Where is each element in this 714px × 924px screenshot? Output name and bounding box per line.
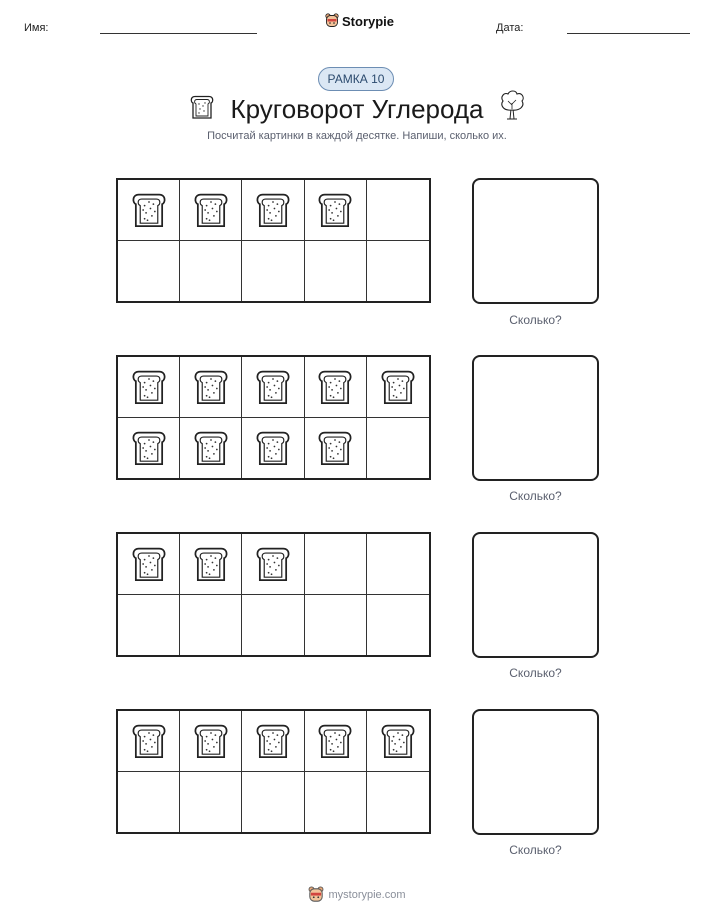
frame-cell: [367, 241, 429, 302]
bear-mascot-icon: [308, 886, 324, 904]
frame-cell: [367, 772, 429, 833]
count-prompt-2: Сколько?: [509, 489, 562, 503]
bear-mascot-icon: [325, 13, 339, 29]
frame-cell: [367, 711, 429, 772]
frame-cell: [118, 534, 180, 595]
frame-cell: [118, 180, 180, 241]
bread-toast-icon: [192, 428, 230, 468]
frame-cell: [367, 418, 429, 479]
frame-cell: [242, 357, 304, 418]
page-title: Круговорот Углерода: [230, 94, 484, 124]
bread-toast-icon: [130, 721, 168, 761]
bread-toast-icon: [130, 190, 168, 230]
frame-cell: [180, 534, 242, 595]
name-line[interactable]: [100, 33, 257, 34]
frame-cell: [242, 241, 304, 302]
frame-cell: [180, 418, 242, 479]
ten-frame-2: [116, 355, 431, 480]
bread-toast-icon: [192, 544, 230, 584]
bread-toast-icon: [379, 721, 417, 761]
frame-cell: [242, 418, 304, 479]
frame-cell: [118, 772, 180, 833]
bread-toast-icon: [254, 544, 292, 584]
bread-toast-icon: [130, 544, 168, 584]
bread-toast-icon: [316, 721, 354, 761]
count-prompt-1: Сколько?: [509, 313, 562, 327]
footer-site[interactable]: mystorypie.com: [328, 889, 406, 901]
frame-cell: [305, 418, 367, 479]
bread-toast-icon: [192, 367, 230, 407]
frame-cell: [180, 357, 242, 418]
date-line[interactable]: [567, 33, 690, 34]
frame-cell: [180, 772, 242, 833]
bread-toast-icon: [130, 428, 168, 468]
bread-toast-icon: [130, 367, 168, 407]
frame-cell: [305, 711, 367, 772]
answer-box-2[interactable]: [472, 355, 599, 481]
bread-toast-icon: [254, 190, 292, 230]
frame-cell: [242, 595, 304, 656]
answer-box-3[interactable]: [472, 532, 599, 658]
frame-cell: [180, 711, 242, 772]
bread-toast-icon: [192, 190, 230, 230]
instructions: Посчитай картинки в каждой десятке. Напиши, сколько их.: [207, 130, 507, 142]
bread-toast-icon: [254, 721, 292, 761]
tree-icon: [497, 89, 527, 121]
name-label: Имя:: [24, 22, 49, 34]
frame-cell: [180, 180, 242, 241]
answer-box-1[interactable]: [472, 178, 599, 304]
ten-frame-4: [116, 709, 431, 834]
frame-cell: [305, 595, 367, 656]
bread-toast-icon: [192, 721, 230, 761]
frame-cell: [367, 180, 429, 241]
frame-cell: [118, 357, 180, 418]
count-prompt-4: Сколько?: [509, 843, 562, 857]
frame-cell: [305, 241, 367, 302]
frame-cell: [242, 711, 304, 772]
frame-cell: [367, 595, 429, 656]
footer: [0, 886, 714, 904]
bread-toast-icon: [316, 190, 354, 230]
bread-toast-icon: [316, 428, 354, 468]
frame-cell: [305, 357, 367, 418]
bread-toast-icon: [254, 367, 292, 407]
storypie-logo: [325, 13, 394, 29]
ten-frame-3: [116, 532, 431, 657]
frame-badge: РАМКА 10: [318, 67, 394, 91]
frame-cell: [367, 357, 429, 418]
frame-cell: [367, 534, 429, 595]
frame-cell: [118, 595, 180, 656]
frame-cell: [305, 772, 367, 833]
frame-cell: [305, 534, 367, 595]
bread-toast-icon: [254, 428, 292, 468]
frame-cell: [242, 534, 304, 595]
ten-frame-1: [116, 178, 431, 303]
date-label: Дата:: [496, 22, 524, 34]
logo-text: Storypie: [342, 13, 395, 29]
frame-cell: [242, 180, 304, 241]
frame-cell: [305, 180, 367, 241]
answer-box-4[interactable]: [472, 709, 599, 835]
count-prompt-3: Сколько?: [509, 666, 562, 680]
frame-cell: [180, 241, 242, 302]
frame-cell: [118, 241, 180, 302]
bread-toast-icon: [379, 367, 417, 407]
frame-cell: [118, 418, 180, 479]
bread-toast-icon: [316, 367, 354, 407]
frame-cell: [118, 711, 180, 772]
frame-cell: [180, 595, 242, 656]
frame-cell: [242, 772, 304, 833]
